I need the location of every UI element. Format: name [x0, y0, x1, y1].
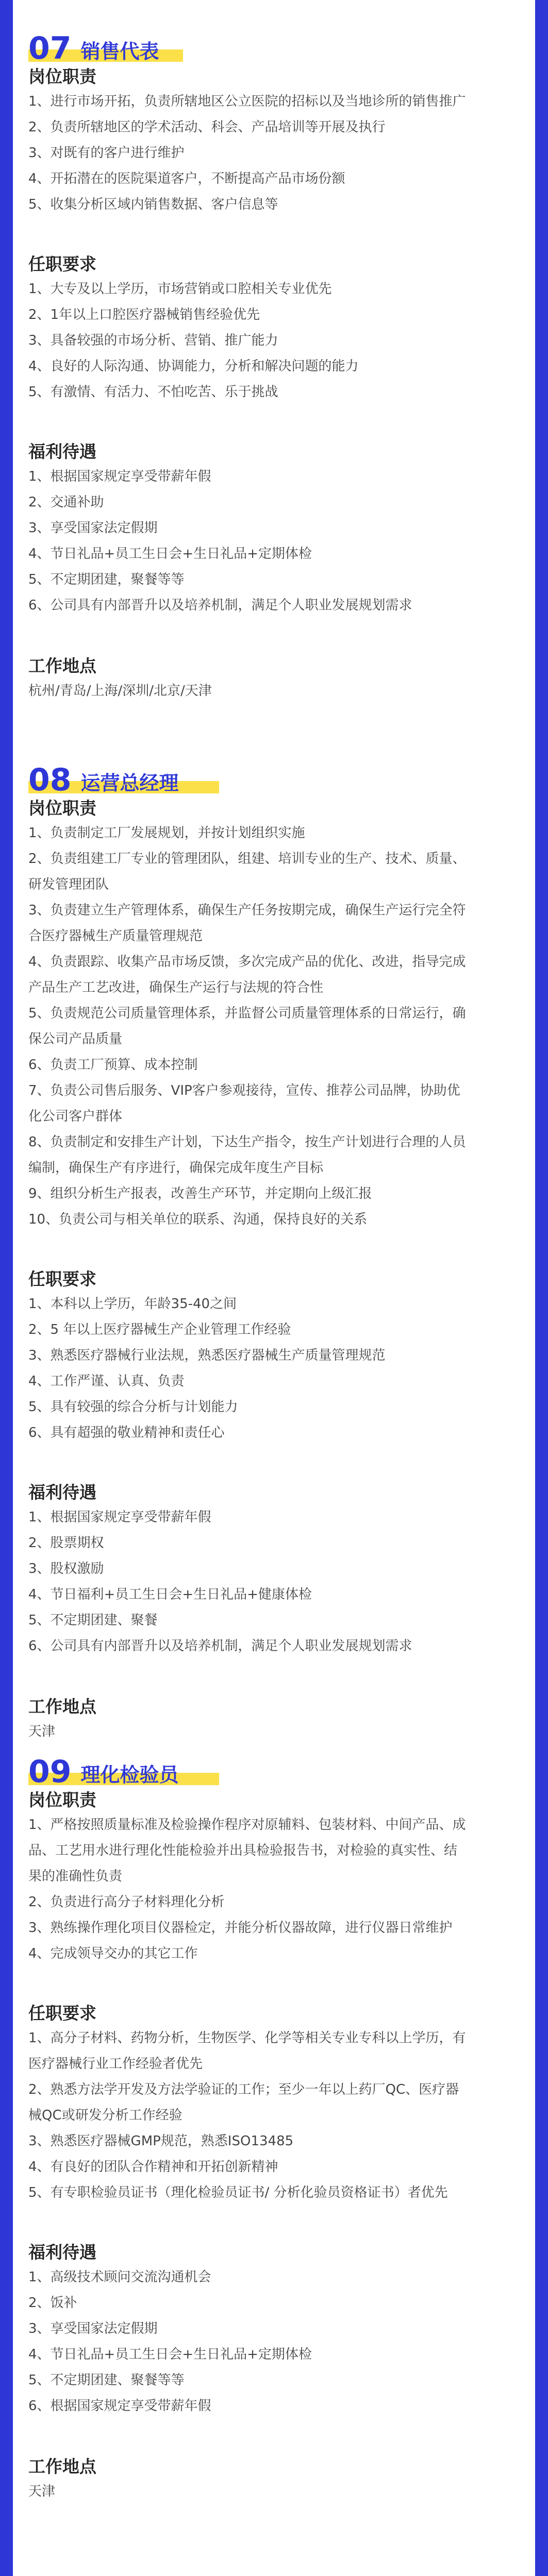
duties-heading: 岗位职责 [28, 798, 96, 818]
location-value: 天津 [28, 1724, 56, 1739]
duties-item: 化公司客户群体 [28, 1109, 123, 1124]
benefits-item: 5、不定期团建、聚餐等等 [28, 2372, 185, 2388]
duties-item: 2、负责所辖地区的学术活动、科会、产品培训等开展及执行 [28, 120, 386, 135]
duties-heading: 岗位职责 [28, 1790, 96, 1810]
duties-item: 7、负责公司售后服务、VIP客户参观接待，宣传、推荐公司品牌，协助优 [28, 1083, 460, 1098]
benefits-item: 6、公司具有内部晋升以及培养机制，满足个人职业发展规划需求 [28, 598, 412, 613]
location-value: 天津 [28, 2484, 56, 2499]
requirements-heading: 任职要求 [28, 1269, 96, 1289]
location-value: 杭州/青岛/上海/深圳/北京/天津 [28, 683, 212, 699]
requirements-item: 3、具备较强的市场分析、营销、推广能力 [28, 333, 278, 348]
duties-item: 4、开拓潜在的医院渠道客户，不断提高产品市场份额 [28, 171, 345, 187]
duties-item: 4、完成领导交办的其它工作 [28, 1946, 198, 1961]
requirements-item: 5、具有较强的综合分析与计划能力 [28, 1399, 238, 1415]
requirements-item: 4、工作严谨、认真、负责 [28, 1374, 185, 1389]
benefits-item: 3、享受国家法定假期 [28, 520, 158, 536]
duties-item: 10、负责公司与相关单位的联系、沟通，保持良好的关系 [28, 1212, 368, 1227]
benefits-item: 4、节日福利+员工生日会+生日礼品+健康体检 [28, 1587, 312, 1602]
duties-item: 3、对既有的客户进行维护 [28, 145, 185, 161]
benefits-item: 5、不定期团建，聚餐等等 [28, 572, 185, 587]
job-heading [28, 21, 523, 65]
benefits-heading: 福利待遇 [28, 2242, 96, 2262]
duties-heading: 岗位职责 [28, 66, 96, 87]
requirements-item: 4、有良好的团队合作精神和开拓创新精神 [28, 2159, 278, 2175]
location-heading: 工作地点 [28, 2456, 96, 2477]
benefits-item: 6、根据国家规定享受带薪年假 [28, 2398, 211, 2414]
benefits-item: 3、股权激励 [28, 1561, 104, 1577]
benefits-item: 2、饭补 [28, 2295, 77, 2311]
job-title: 运营总经理 [80, 772, 179, 794]
requirements-item: 1、本科以上学历，年龄35-40之间 [28, 1296, 237, 1312]
duties-item: 2、负责组建工厂专业的管理团队，组建、培训专业的生产、技术、质量、 [28, 851, 466, 867]
benefits-item: 1、根据国家规定享受带薪年假 [28, 469, 211, 484]
duties-item: 3、熟练操作理化项目仪器检定，并能分析仪器故障，进行仪器日常维护 [28, 1920, 453, 1936]
duties-item: 1、严格按照质量标准及检验操作程序对原辅料、包装材料、中间产品、成 [28, 1817, 466, 1833]
benefits-item: 1、根据国家规定享受带薪年假 [28, 1510, 211, 1525]
requirements-item: 械QC或研发分析工作经验 [28, 2108, 182, 2123]
requirements-item: 4、良好的人际沟通、协调能力，分析和解决问题的能力 [28, 359, 359, 374]
job-section-07 [28, 21, 523, 704]
job-number: 07 [28, 30, 72, 66]
benefits-item: 5、不定期团建、聚餐 [28, 1613, 158, 1628]
job-heading [28, 752, 523, 796]
job-number: 09 [28, 1754, 72, 1790]
duties-item: 8、负责制定和安排生产计划，下达生产指令，按生产计划进行合理的人员 [28, 1134, 466, 1150]
duties-item: 6、负责工厂预算、成本控制 [28, 1057, 198, 1073]
requirements-item: 3、熟悉医疗器械GMP规范，熟悉ISO13485 [28, 2133, 294, 2149]
benefits-heading: 福利待遇 [28, 442, 96, 462]
duties-item: 9、组织分析生产报表，改善生产环节，并定期向上级汇报 [28, 1186, 372, 1201]
benefits-item: 1、高级技术顾问交流沟通机会 [28, 2269, 211, 2285]
duties-item: 2、负责进行高分子材料理化分析 [28, 1894, 225, 1910]
benefits-item: 2、交通补助 [28, 495, 104, 510]
requirements-item: 6、具有超强的敬业精神和责任心 [28, 1425, 225, 1440]
duties-item: 1、负责制定工厂发展规划，并按计划组织实施 [28, 825, 305, 841]
duties-item: 1、进行市场开拓，负责所辖地区公立医院的招标以及当地诊所的销售推广 [28, 94, 466, 109]
location-heading: 工作地点 [28, 1697, 96, 1717]
job-section-09 [28, 1744, 523, 2504]
job-heading [28, 1744, 523, 1788]
requirements-item: 2、1年以上口腔医疗器械销售经验优先 [28, 307, 260, 323]
requirements-item: 5、有专职检验员证书（理化检验员证书/ 分析化验员资格证书）者优先 [28, 2185, 448, 2200]
duties-item: 合医疗器械生产质量管理规范 [28, 928, 203, 944]
benefits-item: 6、公司具有内部晋升以及培养机制，满足个人职业发展规划需求 [28, 1638, 412, 1654]
duties-item: 研发管理团队 [28, 877, 109, 892]
duties-item: 保公司产品质量 [28, 1031, 123, 1047]
location-heading: 工作地点 [28, 656, 96, 676]
job-title: 理化检验员 [80, 1764, 179, 1786]
job-title: 销售代表 [80, 40, 159, 63]
requirements-item: 2、熟悉方法学开发及方法学验证的工作；至少一年以上药厂QC、医疗器 [28, 2082, 459, 2097]
job-section-08 [28, 752, 523, 1744]
duties-item: 4、负责跟踪、收集产品市场反馈，多次完成产品的优化、改进，指导完成 [28, 954, 466, 970]
benefits-item: 3、享受国家法定假期 [28, 2321, 158, 2336]
requirements-item: 2、5 年以上医疗器械生产企业管理工作经验 [28, 1322, 291, 1337]
requirements-heading: 任职要求 [28, 2003, 96, 2023]
duties-item: 编制，确保生产有序进行，确保完成年度生产目标 [28, 1160, 324, 1176]
requirements-item: 医疗器械行业工作经验者优先 [28, 2056, 203, 2072]
duties-item: 5、负责规范公司质量管理体系，并监督公司质量管理体系的日常运行，确 [28, 1006, 466, 1021]
duties-item: 品、工艺用水进行理化性能检验并出具检验报告书，对检验的真实性、结 [28, 1843, 458, 1858]
duties-item: 5、收集分析区域内销售数据、客户信息等 [28, 197, 278, 212]
benefits-item: 4、节日礼品+员工生日会+生日礼品+定期体检 [28, 2347, 312, 2362]
duties-item: 果的准确性负责 [28, 1869, 123, 1884]
duties-item: 产品生产工艺改进，确保生产运行与法规的符合性 [28, 980, 324, 995]
requirements-heading: 任职要求 [28, 254, 96, 274]
job-listing-page [13, 0, 535, 2576]
requirements-item: 3、熟悉医疗器械行业法规，熟悉医疗器械生产质量管理规范 [28, 1348, 386, 1363]
benefits-item: 4、节日礼品+员工生日会+生日礼品+定期体检 [28, 546, 312, 562]
benefits-heading: 福利待遇 [28, 1482, 96, 1502]
requirements-item: 1、大专及以上学历，市场营销或口腔相关专业优先 [28, 281, 332, 297]
job-number: 08 [28, 762, 72, 798]
requirements-item: 5、有激情、有活力、不怕吃苦、乐于挑战 [28, 384, 278, 400]
duties-item: 3、负责建立生产管理体系，确保生产任务按期完成，确保生产运行完全符 [28, 903, 466, 918]
requirements-item: 1、高分子材料、药物分析，生物医学、化学等相关专业专科以上学历，有 [28, 2030, 466, 2046]
benefits-item: 2、股票期权 [28, 1535, 104, 1551]
